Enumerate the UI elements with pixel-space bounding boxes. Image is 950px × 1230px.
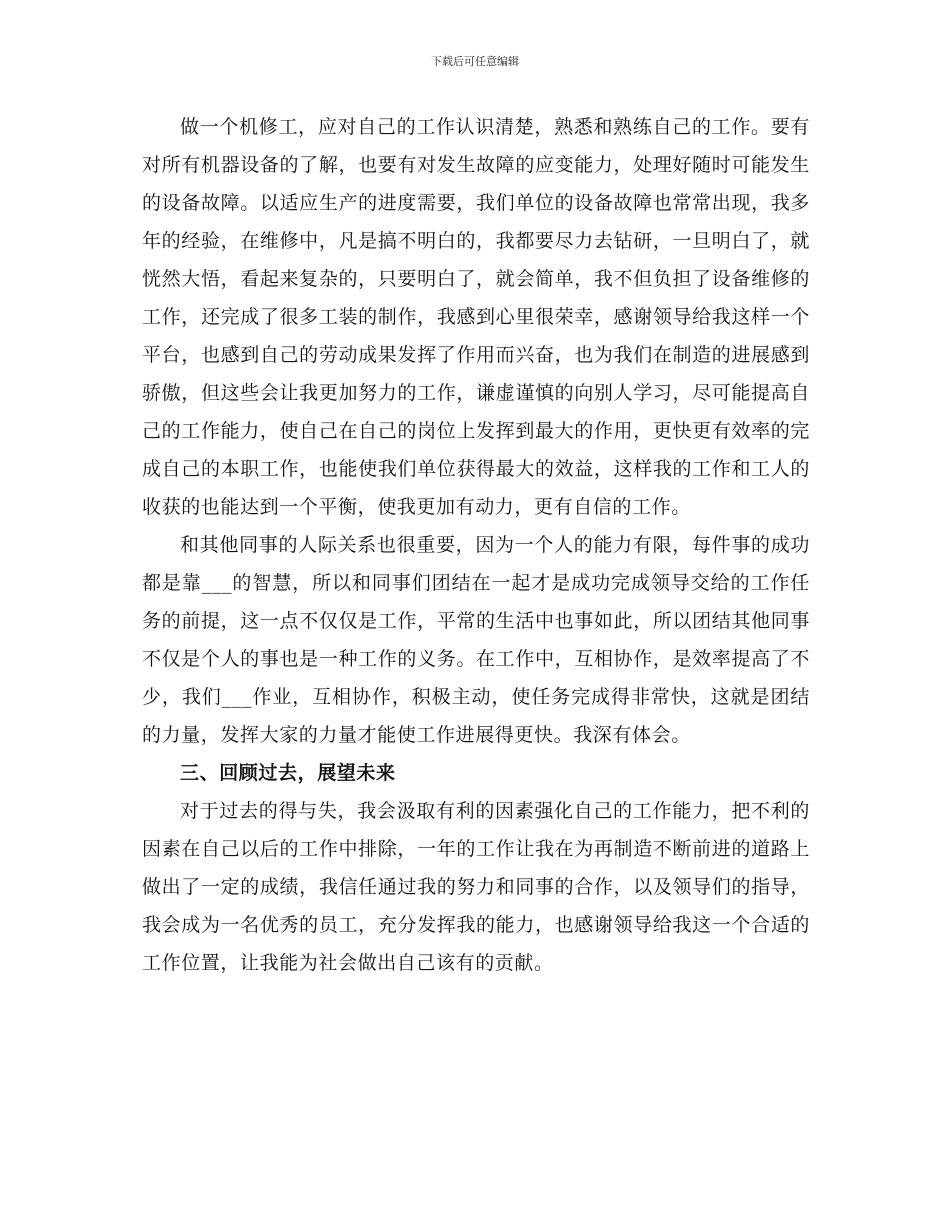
paragraph-teamwork: 和其他同事的人际关系也很重要，因为一个人的能力有限，每件事的成功都是靠___的智慧，所以和同事们团结在一起才是成功完成领导交给的工作任务的前提，这一点不仅仅是工作，平常的生活中也事如此，所以团结其他同事不仅是个人的事也是一种工作的义务。在工作中，互相协作，是效率提高了不少，我们___作业，互相协作，积极主动，使任务完成得非常快，这就是团结的力量，发挥大家的力量才能使工作进展得更快。我深有体会。 [142,534,810,746]
section-heading-review-future: 三、回顾过去，展望未来 [180,762,396,784]
document-body [142,108,810,982]
paragraph-work-skills: 做一个机修工，应对自己的工作认识清楚，熟悉和熟练自己的工作。要有对所有机器设备的了解，也要有对发生故障的应变能力，处理好随时可能发生的设备故障。以适应生产的进度需要，我们单位的设备故障也常常出现，我多年的经验，在维修中，凡是搞不明白的，我都要尽力去钻研，一旦明白了，就恍然大悟，看起来复杂的，只要明白了，就会简单，我不但负担了设备维修的工作，还完成了很多工装的制作，我感到心里很荣幸，感谢领导给我这样一个平台，也感到自己的劳动成果发挥了作用而兴奋，也为我们在制造的进展感到骄傲，但这些会让我更加努力的工作，谦虚谨慎的向别人学习，尽可能提高自己的工作能力，使自己在自己的岗位上发挥到最大的作用，更快更有效率的完成自己的本职工作，也能使我们单位获得最大的效益，这样我的工作和工人的收获的也能达到一个平衡，使我更加有动力，更有自信的工作。 [142,116,810,518]
download-note: 下载后可任意编辑 [431,55,519,68]
paragraph-future-plans: 对于过去的得与失，我会汲取有利的因素强化自己的工作能力，把不利的因素在自己以后的工作中排除，一年的工作让我在为再制造不断前进的道路上做出了一定的成绩，我信任通过我的努力和同事的合作，以及领导们的指导，我会成为一名优秀的员工，充分发挥我的能力，也感谢领导给我这一个合适的工作位置，让我能为社会做出自己该有的贡献。 [142,800,810,974]
